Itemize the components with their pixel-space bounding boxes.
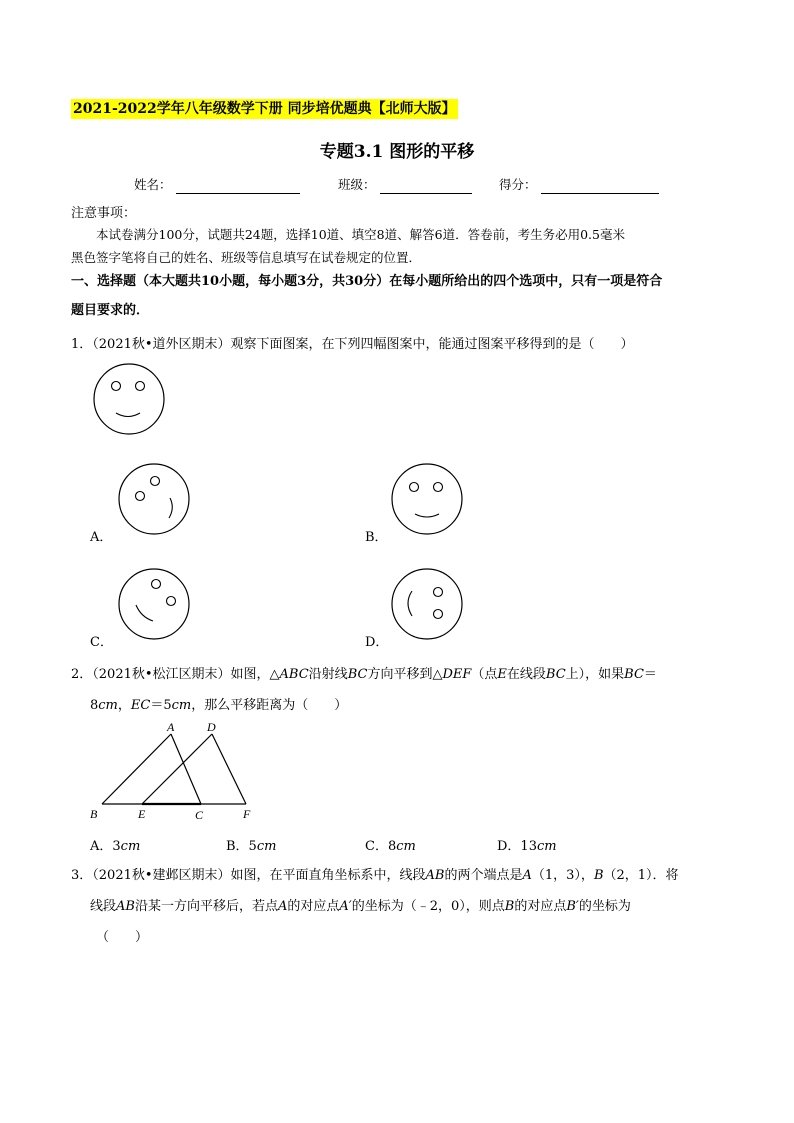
label-a: A	[167, 720, 175, 734]
q1-option-c-face[interactable]	[115, 565, 195, 645]
label-c: C	[195, 808, 204, 822]
score-field[interactable]	[499, 176, 659, 194]
q3-answer-bracket[interactable]: （ ）	[96, 930, 149, 945]
score-label: 得分：	[499, 177, 537, 192]
q2-option-d[interactable]: D．13cm	[497, 839, 557, 854]
q2-stem-line-2: 8cm，EC＝5cm，那么平移距离为（ ）	[90, 698, 348, 713]
notice-line-2: 黑色签字笔将自己的姓名、班级等信息填写在试卷规定的位置．	[71, 250, 422, 265]
q1-option-c-label[interactable]: C．	[90, 635, 113, 650]
series-banner: 2021-2022学年八年级数学下册 同步培优题典【北师大版】	[73, 101, 456, 117]
label-d: D	[207, 720, 216, 734]
q2-option-c[interactable]: C．8cm	[365, 839, 416, 854]
q3-stem-line-2: 线段AB沿某一方向平移后，若点A的对应点A′的坐标为（﹣2，0），则点B的对应点B′的坐标为	[90, 899, 631, 914]
q3-stem-line-1: 3．（2021秋•建邺区期末）如图，在平面直角坐标系中，线段AB的两个端点是A（1，3），B（2，1）．将	[71, 868, 679, 883]
q2-stem-line-1: 2．（2021秋•松江区期末）如图，△ABC沿射线BC方向平移到△DEF（点E在线段BC上），如果BC＝	[71, 667, 657, 682]
q2-option-b[interactable]: B．5cm	[226, 839, 277, 854]
class-label: 班级：	[338, 177, 376, 192]
notice-line-1: 本试卷满分100分，试题共24题，选择10道、填空8道、解答6道．答卷前，考生务必用0.5毫米	[96, 227, 625, 242]
q1-option-d-label[interactable]: D．	[365, 635, 389, 650]
class-blank[interactable]	[380, 181, 472, 194]
label-f: F	[243, 807, 251, 821]
name-blank[interactable]	[176, 181, 300, 194]
q2-option-a[interactable]: A．3cm	[90, 839, 141, 854]
q1-option-d-face[interactable]	[388, 565, 468, 645]
q1-option-b-face[interactable]	[388, 460, 468, 540]
q1-option-b-label[interactable]: B．	[365, 530, 388, 545]
label-b: B	[90, 807, 98, 821]
notice-heading: 注意事项：	[71, 206, 137, 221]
q2-triangle-figure	[85, 718, 265, 828]
name-label: 姓名：	[134, 177, 172, 192]
label-e: E	[138, 807, 146, 821]
q1-option-a-face[interactable]	[115, 460, 195, 540]
q1-original-face-figure	[90, 360, 170, 440]
name-field[interactable]	[134, 176, 300, 194]
score-blank[interactable]	[541, 181, 659, 194]
q1-option-a-label[interactable]: A．	[90, 530, 113, 545]
page-title: 专题3.1 图形的平移	[319, 142, 475, 162]
q1-stem: 1．（2021秋•道外区期末）观察下面图案，在下列四幅图案中，能通过图案平移得到的是（ ）	[71, 337, 634, 352]
class-field[interactable]	[338, 176, 472, 194]
section-heading-line-1: 一、选择题（本大题共10小题，每小题3分，共30分）在每小题所给出的四个选项中，只有一项是符合	[71, 274, 663, 289]
section-heading-line-2: 题目要求的．	[71, 303, 150, 318]
